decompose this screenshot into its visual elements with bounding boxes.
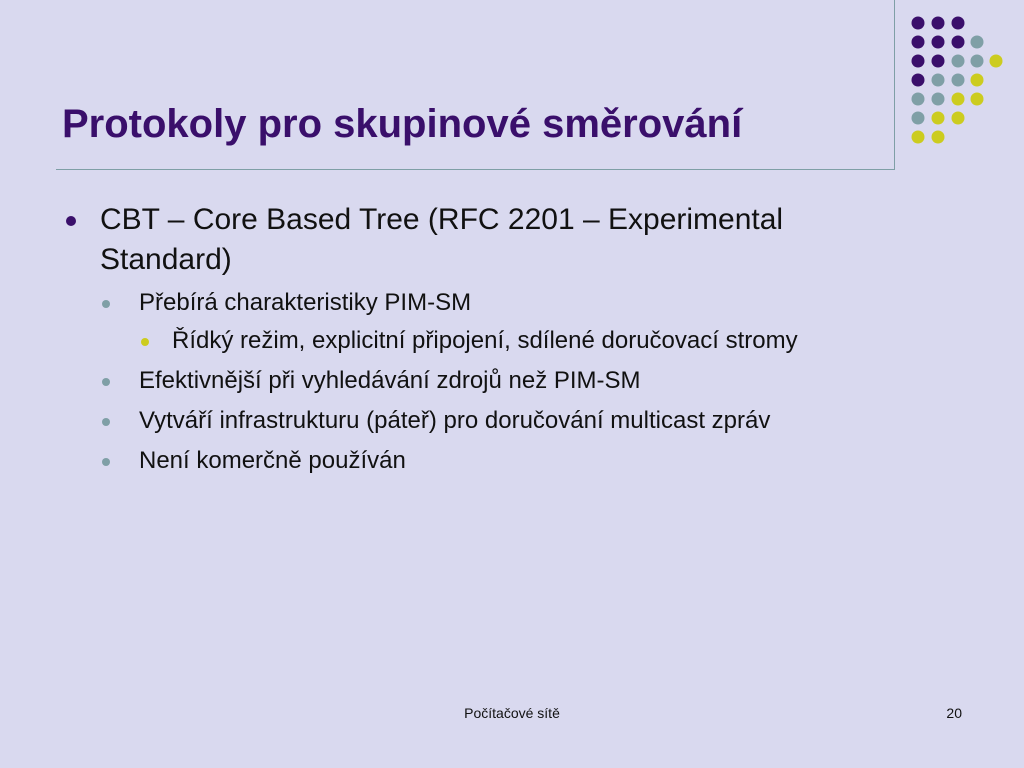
bullet-text: Vytváří infrastrukturu (páteř) pro doručování multicast zpráv: [139, 407, 771, 434]
dot: [971, 36, 984, 49]
dot: [912, 36, 925, 49]
dot: [952, 93, 965, 106]
footer-course-title: Počítačové sítě: [464, 705, 560, 721]
bullet-dot-icon: [141, 338, 149, 346]
frame-vertical-line: [894, 0, 895, 170]
bullet-item-level2: [62, 366, 932, 396]
dot: [912, 74, 925, 87]
bullet-text: Přebírá charakteristiky PIM-SM: [139, 289, 472, 316]
bullet-text: Není komerčně používán: [139, 447, 406, 474]
dot: [912, 112, 925, 125]
bullet-dot-icon: [102, 418, 110, 426]
dot: [971, 55, 984, 68]
bullet-text: Řídký režim, explicitní připojení, sdílené doručovací stromy: [172, 327, 798, 354]
dot: [932, 112, 945, 125]
dot: [971, 74, 984, 87]
slide-title: Protokoly pro skupinové směrování: [62, 102, 743, 146]
bullet-dot-icon: [102, 300, 110, 308]
dot: [912, 93, 925, 106]
dot: [912, 55, 925, 68]
title-underline: [56, 169, 895, 170]
dot: [932, 17, 945, 30]
bullet-item-level2: [62, 406, 932, 436]
dot: [912, 131, 925, 144]
bullet-item-level1: [62, 200, 900, 280]
bullet-dot-icon: [66, 216, 76, 226]
dot: [952, 17, 965, 30]
dot: [932, 36, 945, 49]
bullet-dot-icon: [102, 458, 110, 466]
dot: [952, 36, 965, 49]
dot: [932, 55, 945, 68]
dot: [971, 93, 984, 106]
bullet-item-level3: [62, 326, 932, 356]
dot: [952, 112, 965, 125]
bullet-item-level2: [62, 446, 932, 476]
bullet-item-level2: [62, 288, 932, 318]
dot: [990, 55, 1003, 68]
bullet-text: Efektivnější při vyhledávání zdrojů než PIM-SM: [139, 367, 641, 394]
dot: [952, 55, 965, 68]
footer-page-number: 20: [946, 705, 962, 721]
slide-content: [62, 200, 932, 486]
dot: [932, 93, 945, 106]
dot: [912, 17, 925, 30]
bullet-text: CBT – Core Based Tree (RFC 2201 – Experimental Standard): [100, 203, 784, 276]
bullet-dot-icon: [102, 378, 110, 386]
dot: [932, 131, 945, 144]
dot: [932, 74, 945, 87]
dot: [952, 74, 965, 87]
